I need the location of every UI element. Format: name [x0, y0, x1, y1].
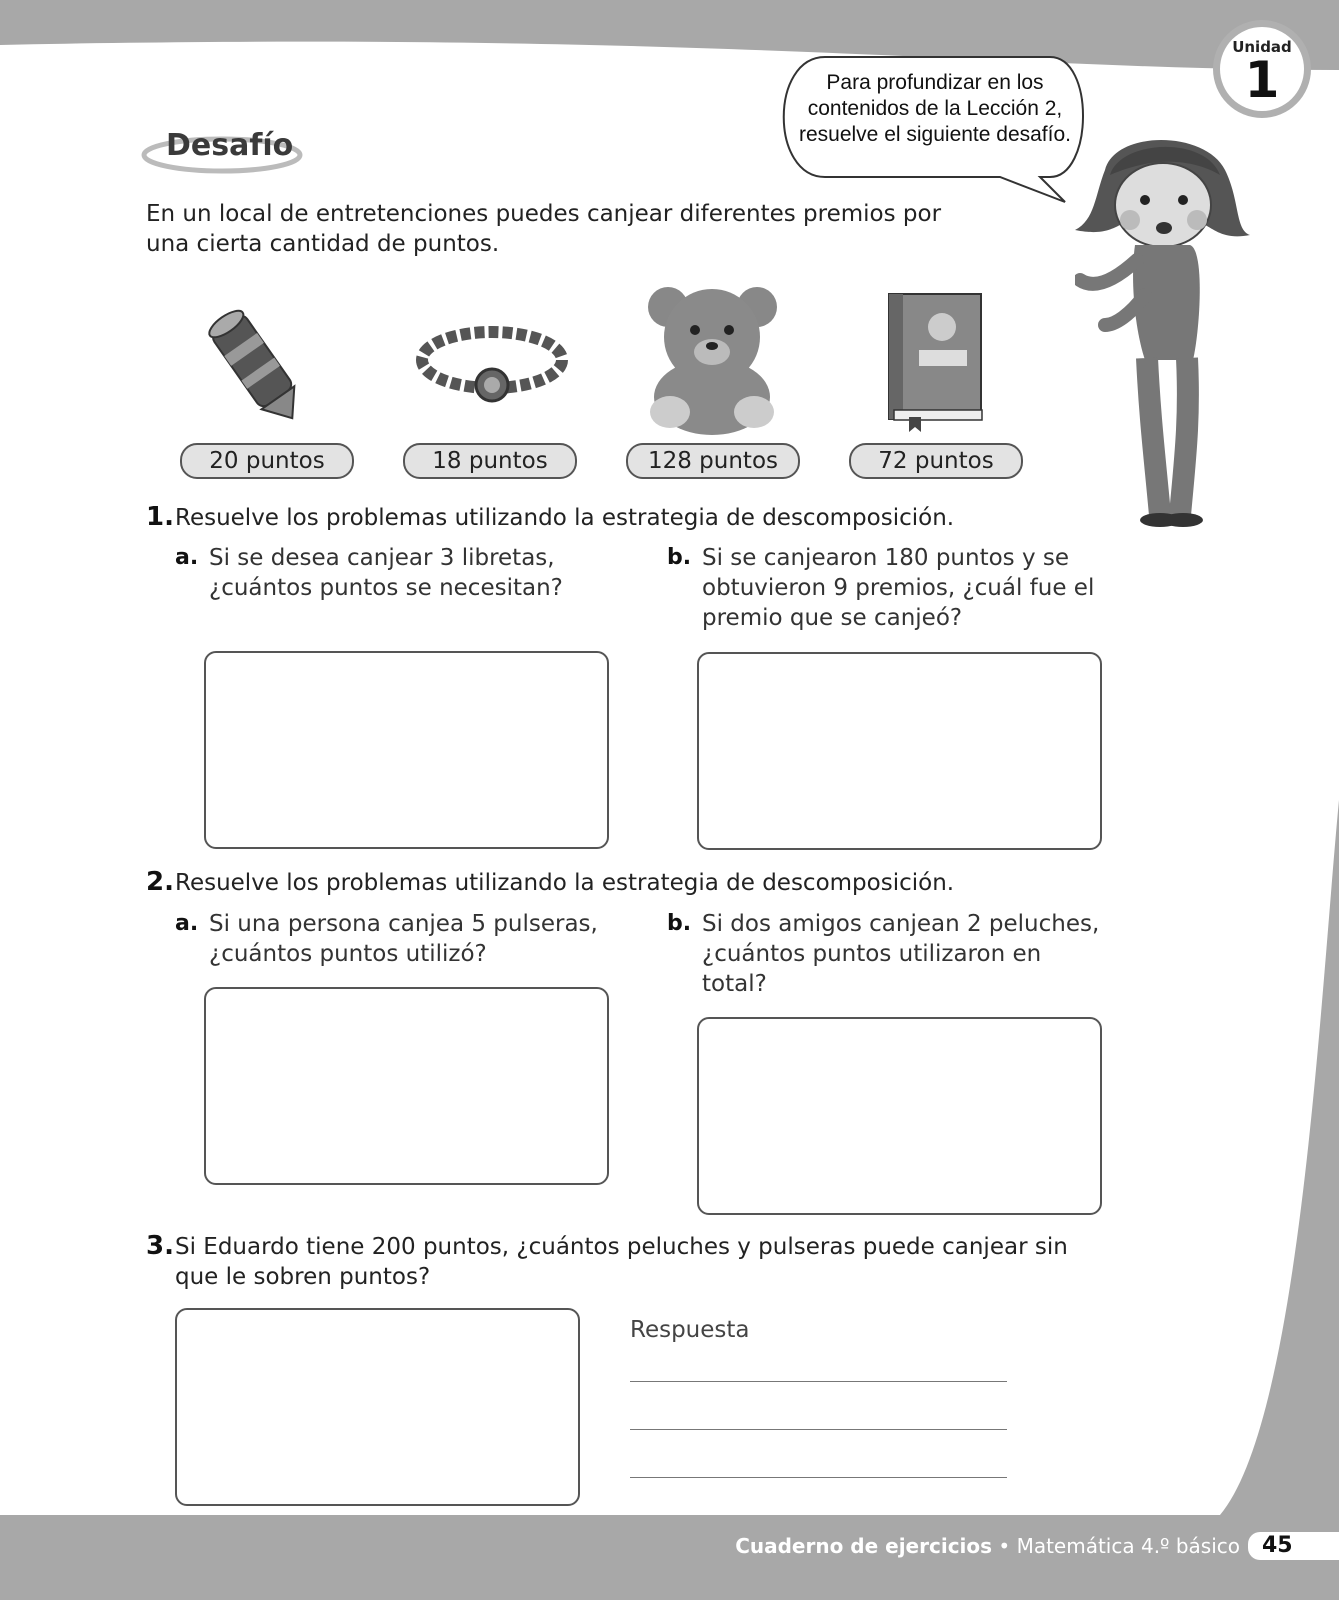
speech-line-2: contenidos de la Lección 2, — [807, 97, 1063, 120]
prize-points-teddy: 128 puntos — [626, 443, 800, 479]
q1b-text — [702, 543, 1094, 633]
answer-label: Respuesta — [630, 1317, 750, 1343]
speech-line-3: resuelve el siguiente desafío. — [798, 123, 1071, 146]
speech-line-1: Para profundizar en los — [826, 71, 1044, 94]
q2a-line-2: ¿cuántos puntos utilizó? — [209, 941, 487, 967]
q2a-line-1: Si una persona canjea 5 pulseras, — [209, 911, 598, 937]
q1a-text — [209, 543, 563, 603]
unit-label: Unidad — [1232, 38, 1292, 56]
q2a-text — [209, 909, 598, 969]
prize-points-notebook: 72 puntos — [849, 443, 1023, 479]
q1b-line-2: obtuvieron 9 premios, ¿cuál fue el — [702, 575, 1095, 601]
page-number: 45 — [1262, 1533, 1293, 1558]
intro-line-2: una cierta cantidad de puntos. — [146, 231, 500, 257]
q2a-answer-box[interactable] — [204, 987, 609, 1185]
prize-points-bracelet: 18 puntos — [403, 443, 577, 479]
q3-line-2: que le sobren puntos? — [175, 1264, 431, 1290]
girl-illustration-icon — [1075, 130, 1255, 550]
footer-text — [700, 1534, 1240, 1558]
q2a-letter: a. — [175, 911, 199, 936]
footer-bullet: • — [998, 1534, 1011, 1558]
q3-number: 3. — [146, 1231, 174, 1261]
q2-number: 2. — [146, 867, 174, 897]
bracelet-icon — [412, 310, 572, 420]
intro-text — [146, 199, 941, 259]
q2b-letter: b. — [667, 911, 692, 936]
q1b-answer-box[interactable] — [697, 652, 1102, 850]
q2b-answer-box[interactable] — [697, 1017, 1102, 1215]
q2b-line-2: ¿cuántos puntos utilizaron en — [702, 941, 1042, 967]
unit-number: 1 — [1244, 51, 1280, 109]
q3-line-1: Si Eduardo tiene 200 puntos, ¿cuántos peluches y pulseras puede canjear sin — [175, 1234, 1068, 1260]
q1b-line-3: premio que se canjeó? — [702, 605, 963, 631]
answer-line-2[interactable] — [630, 1429, 1007, 1430]
answer-line-3[interactable] — [630, 1477, 1007, 1478]
prize-points-crayon: 20 puntos — [180, 443, 354, 479]
crayon-icon — [200, 300, 310, 430]
q3-text — [175, 1232, 1068, 1292]
q1a-answer-box[interactable] — [204, 651, 609, 849]
q1a-letter: a. — [175, 545, 199, 570]
q2b-line-3: total? — [702, 971, 767, 997]
q1b-letter: b. — [667, 545, 692, 570]
q1a-line-1: Si se desea canjear 3 libretas, — [209, 545, 555, 571]
section-title: Desafío — [166, 128, 294, 163]
speech-bubble-text — [785, 70, 1085, 148]
footer-book: Cuaderno de ejercicios — [735, 1534, 993, 1558]
page-number-tab — [1248, 1532, 1339, 1560]
intro-line-1: En un local de entretenciones puedes canjear diferentes premios por — [146, 201, 942, 227]
q2b-text — [702, 909, 1099, 999]
q1b-line-1: Si se canjearon 180 puntos y se — [702, 545, 1070, 571]
q1a-line-2: ¿cuántos puntos se necesitan? — [209, 575, 563, 601]
footer-subject: Matemática 4.º básico — [1016, 1534, 1240, 1558]
q1-text: Resuelve los problemas utilizando la estrategia de descomposición. — [175, 505, 955, 531]
q2b-line-1: Si dos amigos canjean 2 peluches, — [702, 911, 1100, 937]
teddy-bear-icon — [640, 282, 785, 437]
q2-text: Resuelve los problemas utilizando la estrategia de descomposición. — [175, 870, 955, 896]
q1-number: 1. — [146, 502, 174, 532]
q3-answer-box[interactable] — [175, 1308, 580, 1506]
answer-line-1[interactable] — [630, 1381, 1007, 1382]
unit-badge — [1213, 20, 1311, 118]
notebook-icon — [884, 292, 989, 432]
